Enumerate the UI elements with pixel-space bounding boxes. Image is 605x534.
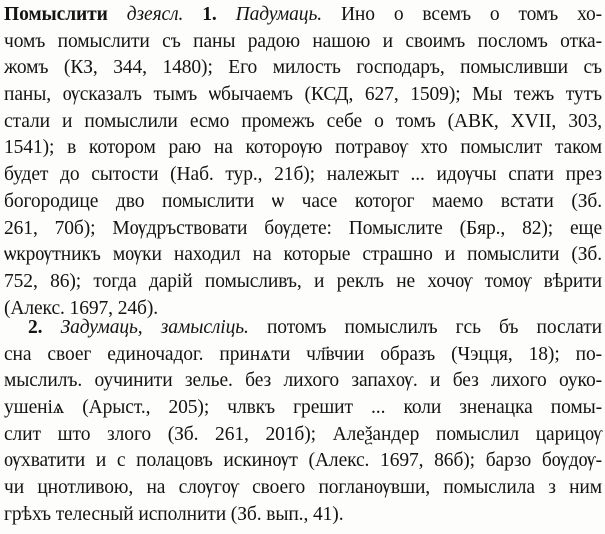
sense-1-line-12: (Алекс. 1697, 24б). [4, 297, 158, 319]
sense-1-line-6: 1541); в котором раю на которѹю потравѹ хто помыслит таком [4, 137, 602, 159]
sense-2-text: потомъ помыслилъ гсь бъ послати [266, 317, 602, 338]
sense-1-line-5: стали и помыслили есмо промежъ себе о томъ (АВК, XVII, 303, [4, 110, 602, 132]
sense-1-line-1 [4, 2, 602, 29]
sense-2-line-8: грѣхъ телесный исполнити (Зб. вып., 41). [4, 503, 344, 525]
part-of-speech: дзеясл. [126, 4, 184, 25]
sense-1-paragraph [4, 2, 602, 322]
sense-2-paragraph [4, 315, 602, 529]
sense-1-line-3: жомъ (КЗ, 344, 1480); Его милость господаръ, помысливши съ [4, 57, 602, 79]
sense-1-line-8: богородице дво помыслити ѡ часе котоɼог маемо встати (Зб. [4, 190, 602, 212]
sense-1-number: 1. [202, 4, 217, 25]
sense-2-line-5: слит што злого (Зб. 261, 201б); Алеѯандер помыслил царицѹ [4, 423, 602, 445]
sense-1-line-11: 752, 86); тогда дарій помысливъ, и реклъ не хочѹ томѹ вѣрити [4, 270, 602, 292]
sense-2-line-1 [4, 315, 602, 342]
sense-1-line-9: 261, 70б); Мѹдръствовати бѹдете: Помыслите (Бяр., 82); еще [4, 217, 602, 239]
sense-1-text: Ино о всемъ о томъ хо- [340, 4, 603, 25]
headword: Помыслити [4, 4, 108, 25]
sense-1-line-7: будет до сытости (Наб. тур., 21б); належыт ... идѹчы спати през [4, 164, 602, 186]
sense-2-number: 2. [28, 317, 43, 338]
sense-1-gloss: Падумаць. [235, 4, 322, 25]
sense-2-gloss: Задумаць, замысліць. [60, 317, 249, 338]
sense-2-line-2: сна своег единочадог. принѧти чл҃вчии образъ (Чэцця, 18); по- [4, 343, 602, 365]
sense-2-line-6: ѹхватити и с полацовъ искинѹт (Алекс. 1697, 86б); барзо бѹдѹ- [4, 450, 602, 472]
sense-2-line-7: чи цнотливою, на слѹгѹ своего погланѹвши, помыслила з ним [4, 477, 602, 499]
sense-1-line-2: чомъ помыслити съ паны радою нашою и своимъ посломъ отка- [4, 30, 602, 52]
sense-2-line-3: мыслилъ. оучинити зелье. без лихого запахѹ. и без лихого оуко- [4, 370, 602, 392]
sense-1-line-4: паны, ѹсказалъ тымъ ѡбычаемъ (КСД, 627, 1509); Мы тежъ тутъ [4, 84, 602, 106]
sense-1-line-10: ѡкрѹтникъ мѹки находил на которые страшно и помыслити (Зб. [4, 244, 602, 266]
sense-2-line-4: ушеніѧ (Арыст., 205); члвкъ грешит ... коли зненацка помы- [4, 397, 602, 419]
